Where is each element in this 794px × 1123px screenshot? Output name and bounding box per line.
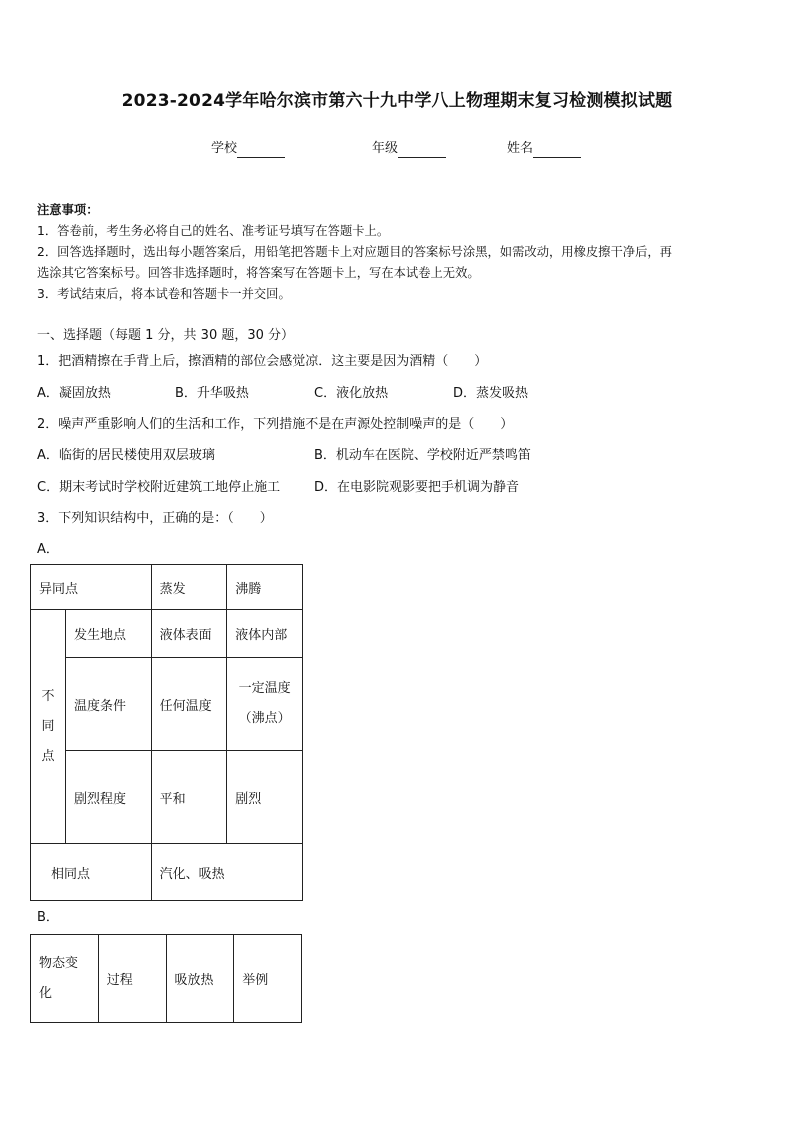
table-row — [31, 565, 303, 610]
diff-char: 不 — [41, 688, 55, 704]
table-a-cell: 任何温度 — [151, 658, 227, 751]
table-a-common-label: 相同点 — [31, 844, 152, 901]
table-a-cell: 发生地点 — [65, 610, 151, 658]
table-a-header-cell: 蒸发 — [151, 565, 227, 610]
name-label: 姓名 — [507, 141, 534, 156]
section-heading: 一、选择题（每题 1 分，共 30 题，30 分） — [37, 328, 295, 343]
header-line: 物态变 — [39, 955, 79, 971]
question-2-stem: 2．噪声严重影响人们的生活和工作，下列措施不是在声源处控制噪声的是（ ） — [37, 417, 514, 432]
notice-item: 选涂其它答案标号。回答非选择题时，将答案写在答题卡上，写在本试卷上无效。 — [37, 266, 480, 280]
table-a-common-value: 汽化、吸热 — [151, 844, 302, 901]
table-a-header-cell: 沸腾 — [227, 565, 303, 610]
grade-label: 年级 — [372, 141, 399, 156]
table-a-cell-boiling — [227, 658, 303, 751]
grade-field — [372, 140, 446, 158]
table-row — [31, 844, 303, 901]
table-b-header-cell: 举例 — [234, 935, 302, 1023]
question-3-stem: 3．下列知识结构中，正确的是：（ ） — [37, 511, 273, 526]
question-1-stem: 1．把酒精擦在手背上后，擦酒精的部位会感觉凉．这主要是因为酒精（ ） — [37, 354, 488, 369]
table-row — [31, 658, 303, 751]
table-a-cell: 剧烈程度 — [65, 751, 151, 844]
question-3-option-a-label: A． — [37, 542, 59, 557]
table-row — [31, 751, 303, 844]
table-row — [31, 935, 302, 1023]
school-field — [211, 140, 285, 158]
school-blank — [237, 144, 285, 158]
table-a-diff-label — [31, 610, 66, 844]
question-2-option-c: C．期末考试时学校附近建筑工地停止施工 — [37, 480, 281, 495]
notice-heading: 注意事项： — [37, 203, 99, 217]
notice-item: 3．考试结束后，将本试卷和答题卡一并交回。 — [37, 287, 291, 301]
table-a-cell: 温度条件 — [65, 658, 151, 751]
question-2-option-b: B．机动车在医院、学校附近严禁鸣笛 — [314, 448, 531, 463]
grade-blank — [398, 144, 446, 158]
header-line: 化 — [39, 985, 53, 1001]
table-a-header-cell: 异同点 — [31, 565, 152, 610]
diff-char: 同 — [41, 718, 55, 734]
table-b-header-cell: 吸放热 — [166, 935, 234, 1023]
table-row — [31, 610, 303, 658]
table-a-cell: 液体表面 — [151, 610, 227, 658]
name-blank — [533, 144, 581, 158]
question-2-option-d: D．在电影院观影要把手机调为静音 — [314, 480, 520, 495]
table-b — [30, 934, 302, 1023]
name-field — [507, 140, 581, 158]
school-label: 学校 — [211, 141, 238, 156]
notice-block — [37, 200, 759, 305]
table-b-header-cell — [31, 935, 99, 1023]
notice-item: 1．答卷前，考生务必将自己的姓名、准考证号填写在答题卡上。 — [37, 224, 390, 238]
question-1-option-a: A．凝固放热 — [37, 386, 111, 401]
page-title: 2023-2024学年哈尔滨市第六十九中学八上物理期末复习检测模拟试题 — [121, 91, 673, 111]
boiling-condition: 一定温度 — [238, 681, 291, 696]
question-2-option-a: A．临街的居民楼使用双层玻璃 — [37, 448, 215, 463]
question-1-option-c: C．液化放热 — [314, 386, 389, 401]
boiling-point-note: （沸点） — [238, 711, 291, 726]
question-1-option-d: D．蒸发吸热 — [453, 386, 529, 401]
notice-item: 2．回答选择题时，选出每小题答案后，用铅笔把答题卡上对应题目的答案标号涂黑，如需改动，用橡皮擦干净后，再 — [37, 245, 672, 259]
table-a-cell: 平和 — [151, 751, 227, 844]
table-a-cell: 液体内部 — [227, 610, 303, 658]
question-3-option-b-label: B． — [37, 910, 59, 925]
table-a-cell: 剧烈 — [227, 751, 303, 844]
diff-char: 点 — [41, 748, 55, 764]
table-a — [30, 564, 303, 901]
table-b-header-cell: 过程 — [98, 935, 166, 1023]
question-1-option-b: B．升华吸热 — [175, 386, 249, 401]
